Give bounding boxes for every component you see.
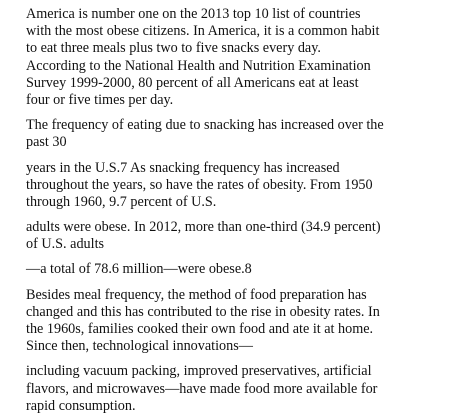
text-line: past 30 <box>26 134 67 151</box>
paragraph-3 <box>26 160 471 212</box>
text-line: Since then, technological innovations— <box>26 338 253 355</box>
text-line: through 1960, 9.7 percent of U.S. <box>26 193 217 210</box>
text-line: —a total of 78.6 million—were obese.8 <box>26 261 252 278</box>
text-line: including vacuum packing, improved preservatives, artificial <box>26 363 372 380</box>
paragraph-2 <box>26 117 471 151</box>
text-line: to eat three meals plus two to five snacks every day. <box>26 40 321 57</box>
paragraph-7 <box>26 363 471 415</box>
document-body <box>26 6 471 415</box>
text-line: Besides meal frequency, the method of food preparation has <box>26 286 367 303</box>
text-line: throughout the years, so have the rates of obesity. From 1950 <box>26 176 373 193</box>
text-line: The frequency of eating due to snacking has increased over the <box>26 117 384 134</box>
text-line: changed and this has contributed to the rise in obesity rates. In <box>26 303 380 320</box>
text-line: years in the U.S.7 As snacking frequency has increased <box>26 159 340 176</box>
text-line: with the most obese citizens. In America, it is a common habit <box>26 23 380 40</box>
text-line: of U.S. adults <box>26 236 105 253</box>
text-line: four or five times per day. <box>26 91 174 108</box>
text-line: America is number one on the 2013 top 10 list of countries <box>26 6 361 22</box>
text-line: the 1960s, families cooked their own food and ate it at home. <box>26 321 374 337</box>
text-line: flavors, and microwaves—have made food more available for <box>26 380 378 397</box>
paragraph-1 <box>26 6 471 109</box>
text-line: Survey 1999-2000, 80 percent of all Americans eat at least <box>26 74 359 91</box>
paragraph-5 <box>26 261 471 278</box>
paragraph-6 <box>26 287 471 356</box>
text-line: adults were obese. In 2012, more than one-third (34.9 percent) <box>26 219 381 236</box>
paragraph-4 <box>26 219 471 253</box>
text-line: According to the National Health and Nutrition Examination <box>26 57 371 74</box>
text-line: rapid consumption. <box>26 397 136 414</box>
